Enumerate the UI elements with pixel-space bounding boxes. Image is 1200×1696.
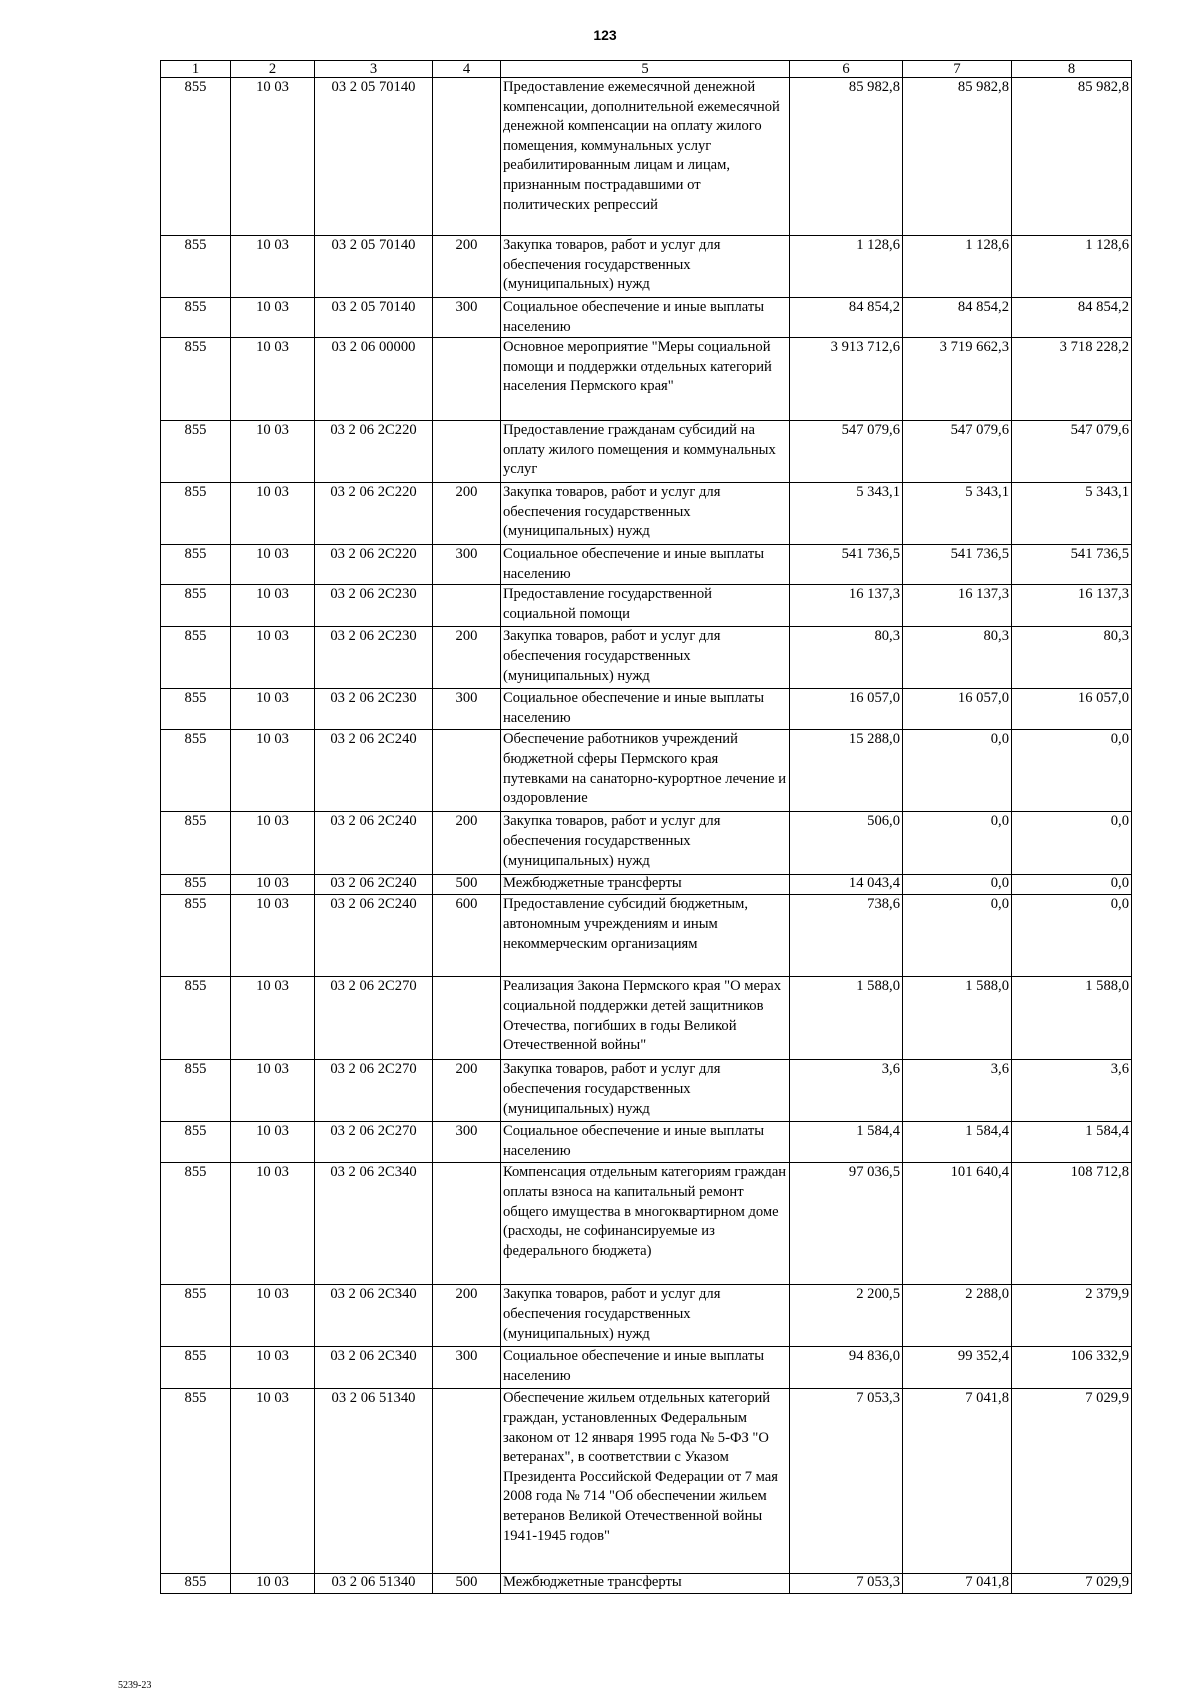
grbs-cell: 855 [161,977,231,1060]
budget-table [160,60,1132,1594]
amount-cell: 1 588,0 [790,977,903,1060]
column-header: 8 [1012,61,1132,78]
name-cell: Социальное обеспечение и иные выплаты населению [501,298,790,338]
amount-cell: 80,3 [1012,627,1132,689]
target-item-cell: 03 2 06 00000 [315,338,433,421]
amount-cell: 3,6 [790,1060,903,1122]
expense-type-cell: 300 [433,1122,501,1163]
table-row [161,1285,1132,1347]
amount-cell: 1 584,4 [903,1122,1012,1163]
table-row [161,1122,1132,1163]
amount-cell: 101 640,4 [903,1163,1012,1285]
section-cell: 10 03 [231,895,315,977]
name-cell: Межбюджетные трансферты [501,1574,790,1594]
grbs-cell: 855 [161,338,231,421]
page-number: 123 [593,27,617,43]
amount-cell: 15 288,0 [790,730,903,812]
amount-cell: 1 588,0 [1012,977,1132,1060]
amount-cell: 7 053,3 [790,1389,903,1574]
section-cell: 10 03 [231,1574,315,1594]
amount-cell: 7 041,8 [903,1574,1012,1594]
name-cell: Обеспечение жильем отдельных категорий граждан, установленных Федеральным законом от 12 января 1995 года № 5-ФЗ "О ветеранах", в соответствии с Указом Президента Российской Федерации от 7 мая 2008 года № 714 "Об обеспечении жильем ветеранов Великой Отечественной войны 1941-1945 годов" [501,1389,790,1574]
name-cell: Закупка товаров, работ и услуг для обеспечения государственных (муниципальных) нужд [501,236,790,298]
section-cell: 10 03 [231,627,315,689]
amount-cell: 547 079,6 [1012,421,1132,483]
section-cell: 10 03 [231,1060,315,1122]
table-row [161,1574,1132,1594]
name-cell: Социальное обеспечение и иные выплаты населению [501,689,790,730]
table-row [161,483,1132,545]
expense-type-cell: 300 [433,545,501,585]
amount-cell: 85 982,8 [1012,78,1132,236]
target-item-cell: 03 2 06 2С240 [315,875,433,895]
amount-cell: 84 854,2 [1012,298,1132,338]
grbs-cell: 855 [161,78,231,236]
target-item-cell: 03 2 05 70140 [315,78,433,236]
target-item-cell: 03 2 06 51340 [315,1574,433,1594]
grbs-cell: 855 [161,730,231,812]
target-item-cell: 03 2 06 2С340 [315,1347,433,1389]
table-row [161,78,1132,236]
amount-cell: 16 137,3 [790,585,903,627]
table-row [161,895,1132,977]
amount-cell: 541 736,5 [1012,545,1132,585]
amount-cell: 14 043,4 [790,875,903,895]
expense-type-cell [433,338,501,421]
column-header: 6 [790,61,903,78]
section-cell: 10 03 [231,812,315,875]
section-cell: 10 03 [231,730,315,812]
column-header: 5 [501,61,790,78]
amount-cell: 1 128,6 [790,236,903,298]
section-cell: 10 03 [231,421,315,483]
name-cell: Реализация Закона Пермского края "О мерах социальной поддержки детей защитников Отечества, погибших в годы Великой Отечественной войны" [501,977,790,1060]
section-cell: 10 03 [231,875,315,895]
header-row [161,61,1132,78]
amount-cell: 738,6 [790,895,903,977]
grbs-cell: 855 [161,875,231,895]
section-cell: 10 03 [231,1389,315,1574]
name-cell: Социальное обеспечение и иные выплаты населению [501,545,790,585]
target-item-cell: 03 2 06 2С240 [315,812,433,875]
column-header: 7 [903,61,1012,78]
amount-cell: 0,0 [1012,812,1132,875]
name-cell: Социальное обеспечение и иные выплаты населению [501,1347,790,1389]
table-row [161,236,1132,298]
grbs-cell: 855 [161,585,231,627]
table-row [161,1163,1132,1285]
table-row [161,875,1132,895]
section-cell: 10 03 [231,78,315,236]
name-cell: Компенсация отдельным категориям граждан оплаты взноса на капитальный ремонт общего имущества в многоквартирном доме (расходы, не софинансируемые из федерального бюджета) [501,1163,790,1285]
table-row [161,627,1132,689]
target-item-cell: 03 2 06 2С230 [315,689,433,730]
table-row [161,977,1132,1060]
amount-cell: 84 854,2 [790,298,903,338]
section-cell: 10 03 [231,1163,315,1285]
table-row [161,545,1132,585]
amount-cell: 0,0 [903,895,1012,977]
amount-cell: 1 128,6 [1012,236,1132,298]
name-cell: Закупка товаров, работ и услуг для обеспечения государственных (муниципальных) нужд [501,483,790,545]
amount-cell: 85 982,8 [903,78,1012,236]
grbs-cell: 855 [161,545,231,585]
amount-cell: 94 836,0 [790,1347,903,1389]
expense-type-cell: 600 [433,895,501,977]
target-item-cell: 03 2 06 51340 [315,1389,433,1574]
column-header: 4 [433,61,501,78]
target-item-cell: 03 2 06 2С270 [315,1122,433,1163]
amount-cell: 0,0 [903,730,1012,812]
amount-cell: 16 057,0 [903,689,1012,730]
amount-cell: 1 128,6 [903,236,1012,298]
document-code: 5239-23 [118,1680,152,1691]
amount-cell: 5 343,1 [903,483,1012,545]
amount-cell: 0,0 [903,875,1012,895]
target-item-cell: 03 2 06 2С240 [315,730,433,812]
amount-cell: 99 352,4 [903,1347,1012,1389]
amount-cell: 106 332,9 [1012,1347,1132,1389]
table-row [161,689,1132,730]
amount-cell: 1 584,4 [1012,1122,1132,1163]
section-cell: 10 03 [231,689,315,730]
amount-cell: 5 343,1 [1012,483,1132,545]
target-item-cell: 03 2 05 70140 [315,298,433,338]
column-header: 1 [161,61,231,78]
expense-type-cell [433,585,501,627]
section-cell: 10 03 [231,977,315,1060]
amount-cell: 80,3 [790,627,903,689]
expense-type-cell: 200 [433,1285,501,1347]
table-row [161,1060,1132,1122]
amount-cell: 16 137,3 [1012,585,1132,627]
amount-cell: 0,0 [1012,730,1132,812]
name-cell: Обеспечение работников учреждений бюджетной сферы Пермского края путевками на санаторно-курортное лечение и оздоровление [501,730,790,812]
amount-cell: 5 343,1 [790,483,903,545]
name-cell: Закупка товаров, работ и услуг для обеспечения государственных (муниципальных) нужд [501,627,790,689]
expense-type-cell [433,977,501,1060]
name-cell: Предоставление субсидий бюджетным, автономным учреждениям и иным некоммерческим организациям [501,895,790,977]
grbs-cell: 855 [161,689,231,730]
target-item-cell: 03 2 06 2С270 [315,1060,433,1122]
name-cell: Предоставление государственной социальной помощи [501,585,790,627]
expense-type-cell: 500 [433,1574,501,1594]
amount-cell: 16 137,3 [903,585,1012,627]
grbs-cell: 855 [161,483,231,545]
name-cell: Закупка товаров, работ и услуг для обеспечения государственных (муниципальных) нужд [501,1285,790,1347]
grbs-cell: 855 [161,895,231,977]
amount-cell: 547 079,6 [903,421,1012,483]
table-row [161,298,1132,338]
amount-cell: 1 584,4 [790,1122,903,1163]
expense-type-cell: 300 [433,298,501,338]
grbs-cell: 855 [161,627,231,689]
expense-type-cell: 200 [433,812,501,875]
name-cell: Закупка товаров, работ и услуг для обеспечения государственных (муниципальных) нужд [501,1060,790,1122]
amount-cell: 0,0 [903,812,1012,875]
amount-cell: 0,0 [1012,875,1132,895]
target-item-cell: 03 2 06 2С220 [315,421,433,483]
amount-cell: 2 379,9 [1012,1285,1132,1347]
amount-cell: 85 982,8 [790,78,903,236]
grbs-cell: 855 [161,1347,231,1389]
amount-cell: 84 854,2 [903,298,1012,338]
amount-cell: 3,6 [1012,1060,1132,1122]
section-cell: 10 03 [231,483,315,545]
grbs-cell: 855 [161,1122,231,1163]
section-cell: 10 03 [231,236,315,298]
table-row [161,812,1132,875]
target-item-cell: 03 2 06 2С340 [315,1285,433,1347]
amount-cell: 2 200,5 [790,1285,903,1347]
name-cell: Предоставление ежемесячной денежной компенсации, дополнительной ежемесячной денежной компенсации на оплату жилого помещения, коммунальных услуг реабилитированным лицам и лицам, признанным пострадавшими от политических репрессий [501,78,790,236]
expense-type-cell [433,78,501,236]
expense-type-cell [433,421,501,483]
target-item-cell: 03 2 06 2С340 [315,1163,433,1285]
target-item-cell: 03 2 06 2С240 [315,895,433,977]
name-cell: Социальное обеспечение и иные выплаты населению [501,1122,790,1163]
expense-type-cell [433,1389,501,1574]
amount-cell: 7 041,8 [903,1389,1012,1574]
amount-cell: 80,3 [903,627,1012,689]
expense-type-cell: 200 [433,627,501,689]
name-cell: Предоставление гражданам субсидий на оплату жилого помещения и коммунальных услуг [501,421,790,483]
section-cell: 10 03 [231,1122,315,1163]
amount-cell: 97 036,5 [790,1163,903,1285]
target-item-cell: 03 2 06 2С220 [315,545,433,585]
grbs-cell: 855 [161,1574,231,1594]
grbs-cell: 855 [161,236,231,298]
expense-type-cell: 200 [433,1060,501,1122]
column-header: 2 [231,61,315,78]
amount-cell: 108 712,8 [1012,1163,1132,1285]
grbs-cell: 855 [161,1060,231,1122]
grbs-cell: 855 [161,421,231,483]
grbs-cell: 855 [161,1163,231,1285]
amount-cell: 7 053,3 [790,1574,903,1594]
expense-type-cell: 500 [433,875,501,895]
section-cell: 10 03 [231,545,315,585]
expense-type-cell: 300 [433,1347,501,1389]
target-item-cell: 03 2 06 2С230 [315,627,433,689]
section-cell: 10 03 [231,338,315,421]
expense-type-cell: 200 [433,236,501,298]
amount-cell: 16 057,0 [1012,689,1132,730]
table-row [161,338,1132,421]
amount-cell: 1 588,0 [903,977,1012,1060]
amount-cell: 3 718 228,2 [1012,338,1132,421]
expense-type-cell: 300 [433,689,501,730]
grbs-cell: 855 [161,812,231,875]
table-row [161,421,1132,483]
section-cell: 10 03 [231,298,315,338]
section-cell: 10 03 [231,1285,315,1347]
column-header: 3 [315,61,433,78]
amount-cell: 541 736,5 [903,545,1012,585]
target-item-cell: 03 2 06 2С220 [315,483,433,545]
section-cell: 10 03 [231,585,315,627]
amount-cell: 2 288,0 [903,1285,1012,1347]
grbs-cell: 855 [161,1285,231,1347]
expense-type-cell [433,730,501,812]
target-item-cell: 03 2 06 2С270 [315,977,433,1060]
target-item-cell: 03 2 06 2С230 [315,585,433,627]
expense-type-cell: 200 [433,483,501,545]
table-row [161,1389,1132,1574]
table-row [161,1347,1132,1389]
name-cell: Закупка товаров, работ и услуг для обеспечения государственных (муниципальных) нужд [501,812,790,875]
amount-cell: 3 719 662,3 [903,338,1012,421]
table-row [161,585,1132,627]
grbs-cell: 855 [161,298,231,338]
amount-cell: 7 029,9 [1012,1389,1132,1574]
name-cell: Основное мероприятие "Меры социальной помощи и поддержки отдельных категорий населения Пермского края" [501,338,790,421]
table-row [161,730,1132,812]
expense-type-cell [433,1163,501,1285]
section-cell: 10 03 [231,1347,315,1389]
amount-cell: 3 913 712,6 [790,338,903,421]
amount-cell: 506,0 [790,812,903,875]
name-cell: Межбюджетные трансферты [501,875,790,895]
amount-cell: 16 057,0 [790,689,903,730]
amount-cell: 547 079,6 [790,421,903,483]
amount-cell: 0,0 [1012,895,1132,977]
amount-cell: 7 029,9 [1012,1574,1132,1594]
amount-cell: 541 736,5 [790,545,903,585]
amount-cell: 3,6 [903,1060,1012,1122]
grbs-cell: 855 [161,1389,231,1574]
target-item-cell: 03 2 05 70140 [315,236,433,298]
